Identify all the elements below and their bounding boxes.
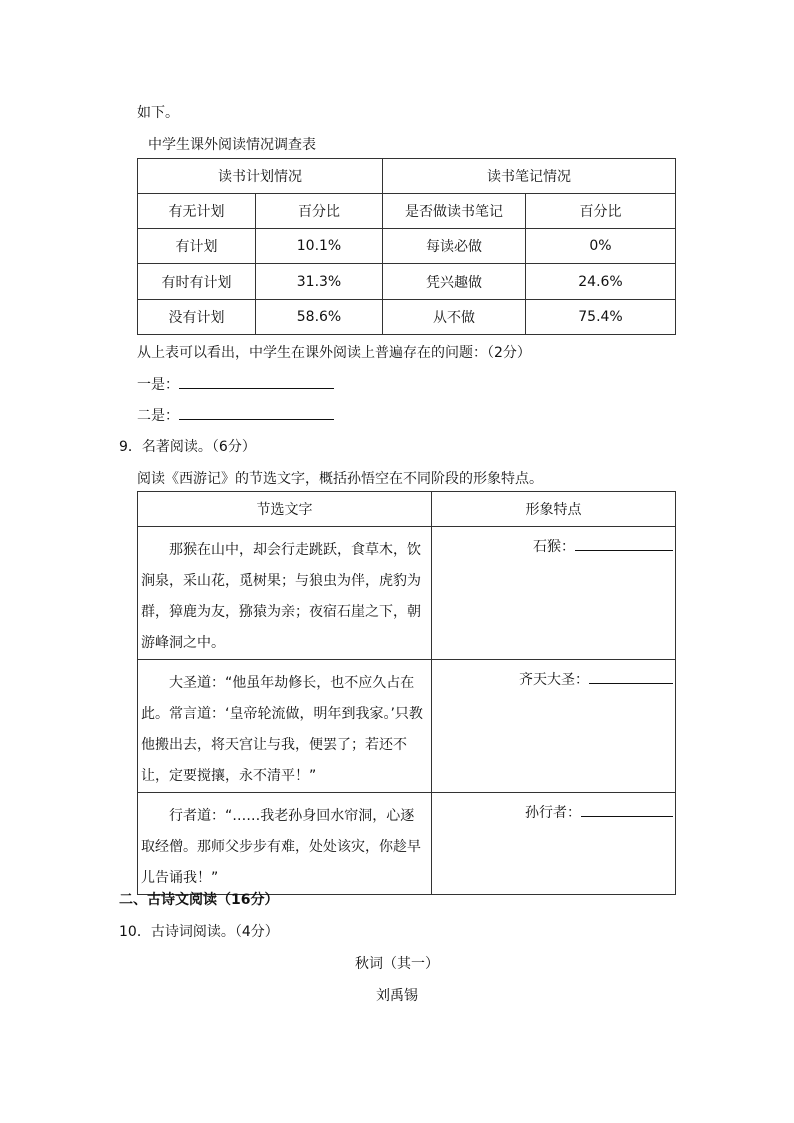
question-9-title: 9．名著阅读。（6分） bbox=[119, 439, 256, 455]
col-header-plan: 有无计划 bbox=[138, 194, 256, 229]
answer-label-1: 一是： bbox=[137, 377, 179, 393]
survey-question: 从上表可以看出，中学生在课外阅读上普遍存在的问题：（2分） bbox=[137, 345, 531, 361]
table-cell: 58.6% bbox=[256, 300, 383, 335]
feature-label-great-sage: 齐天大圣： bbox=[519, 672, 589, 688]
answer-blank-2[interactable] bbox=[179, 405, 334, 420]
table-cell: 有时有计划 bbox=[138, 264, 256, 300]
feature-cell bbox=[432, 793, 676, 895]
intro-end-text: 如下。 bbox=[137, 105, 179, 121]
journey-west-table bbox=[137, 491, 676, 895]
feature-label-sun-xingzhe: 孙行者： bbox=[525, 805, 581, 821]
feature-cell bbox=[432, 527, 676, 660]
question-10-title: 10．古诗词阅读。（4分） bbox=[119, 924, 279, 940]
table-row bbox=[138, 793, 676, 895]
answer-line-1 bbox=[137, 374, 334, 394]
table-cell: 10.1% bbox=[256, 229, 383, 264]
feature-label-stone-monkey: 石猴： bbox=[533, 539, 575, 555]
col-header-image-feature: 形象特点 bbox=[432, 492, 676, 527]
section-2-heading: 二、古诗文阅读（16分） bbox=[119, 892, 279, 908]
excerpt-text: 那猴在山中，却会行走跳跃，食草木，饮涧泉，采山花，觅树果；与狼虫为伴，虎豹为群，獐鹿为友，猕猿为亲；夜宿石崖之下，朝游峰洞之中。 bbox=[138, 527, 432, 660]
group-header-reading-plan: 读书计划情况 bbox=[138, 159, 383, 194]
table-row bbox=[138, 229, 676, 264]
col-header-excerpt: 节选文字 bbox=[138, 492, 432, 527]
col-header-notes: 是否做读书笔记 bbox=[383, 194, 526, 229]
table-cell: 没有计划 bbox=[138, 300, 256, 335]
survey-table bbox=[137, 158, 676, 335]
feature-blank-1[interactable] bbox=[575, 536, 673, 551]
excerpt-text: 大圣道：“他虽年劫修长，也不应久占在此。常言道：‘皇帝轮流做，明年到我家。’只教他搬出去，将天宫让与我，便罢了；若还不让，定要搅攘，永不清平！” bbox=[138, 660, 432, 793]
excerpt-text: 行者道：“……我老孙身回水帘洞，心逐取经僧。那师父步步有难，处处该灾，你趁早儿告诵我！” bbox=[138, 793, 432, 895]
table-cell: 75.4% bbox=[526, 300, 676, 335]
poem-title: 秋词（其一） bbox=[355, 956, 439, 972]
table-cell: 从不做 bbox=[383, 300, 526, 335]
table-cell: 24.6% bbox=[526, 264, 676, 300]
feature-blank-3[interactable] bbox=[581, 802, 673, 817]
answer-label-2: 二是： bbox=[137, 408, 179, 424]
table-cell: 0% bbox=[526, 229, 676, 264]
col-header-notes-percent: 百分比 bbox=[526, 194, 676, 229]
poem-author: 刘禹锡 bbox=[376, 988, 418, 1004]
table-row bbox=[138, 264, 676, 300]
table-row bbox=[138, 527, 676, 660]
table-row bbox=[138, 660, 676, 793]
feature-blank-2[interactable] bbox=[589, 669, 673, 684]
survey-table-title: 中学生课外阅读情况调查表 bbox=[148, 137, 316, 153]
feature-cell bbox=[432, 660, 676, 793]
table-cell: 有计划 bbox=[138, 229, 256, 264]
answer-line-2 bbox=[137, 405, 334, 425]
table-cell: 每读必做 bbox=[383, 229, 526, 264]
table-cell: 凭兴趣做 bbox=[383, 264, 526, 300]
group-header-reading-notes: 读书笔记情况 bbox=[383, 159, 676, 194]
table-row bbox=[138, 300, 676, 335]
question-9-instruction: 阅读《西游记》的节选文字，概括孙悟空在不同阶段的形象特点。 bbox=[137, 471, 543, 487]
col-header-plan-percent: 百分比 bbox=[256, 194, 383, 229]
table-cell: 31.3% bbox=[256, 264, 383, 300]
answer-blank-1[interactable] bbox=[179, 374, 334, 389]
